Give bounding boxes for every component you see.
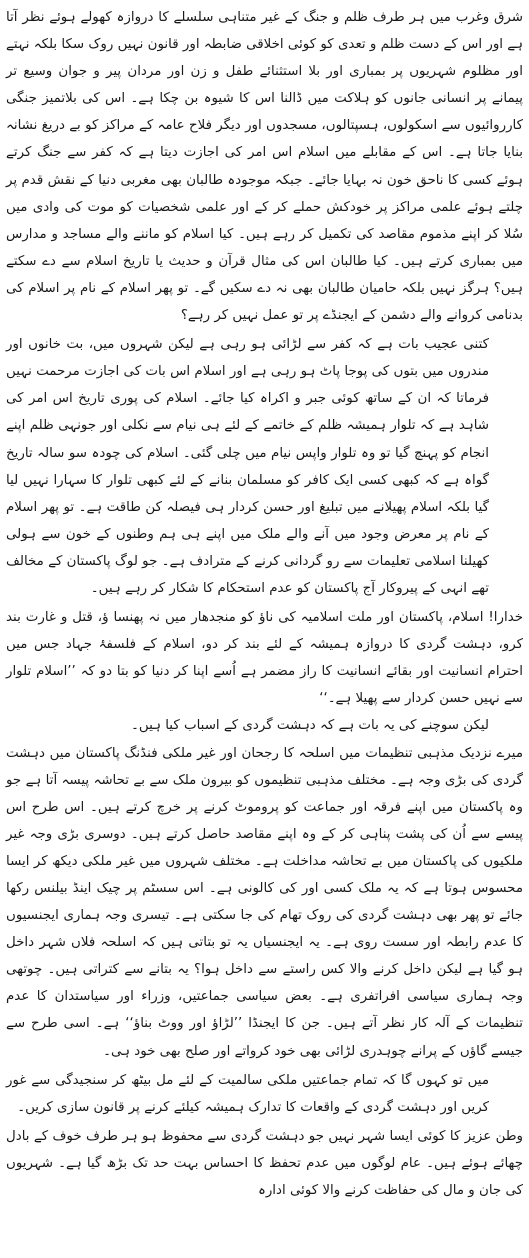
paragraph-3: خدارا! اسلام، پاکستان اور ملت اسلامیہ کی ناؤ کو منجدھار میں نہ پھنسا ؤ، قتل و غارت بند کرو، دہشت گردی کا دروازہ ہمیشہ کے لئے بند کر دو، اسلام کے فلسفۂ جہاد جس میں احترام انسانیت اور بقائے انسانیت کا راز مضمر ہے اُسے اپنا کر دنیا کو بتا دو کہ ’’اسلام تلوار سے نہیں حسن کردار سے پھیلا ہے۔‘‘ [6, 610, 523, 707]
paragraph-5: میرے نزدیک مذہبی تنظیمات میں اسلحہ کا رجحان اور غیر ملکی فنڈنگ پاکستان میں دہشت گردی کی بڑی وجہ ہے۔ مختلف مذہبی تنظیموں کو بیرون ملک سے بے تحاشہ پیسہ آتا ہے جو وہ پاکستان میں اپنے فرقہ اور جماعت کو پروموٹ کرنے پر خرچ کرتے ہیں۔ اس طرح اس پیسے سے اُن کی پشت پناہی کر کے وہ اپنے مقاصد حاصل کرتے ہیں۔ دوسری بڑی وجہ غیر ملکیوں کی پاکستان میں بے تحاشہ مداخلت ہے۔ مختلف شہروں میں غیر ملکی دیکھ کر ایسا محسوس ہوتا ہے کہ یہ ملک کسی اور کی کالونی ہے۔ اس سسٹم پر چیک اینڈ بیلنس رکھا جائے تو پھر بھی دہشت گردی کی روک تھام کی جا سکتی ہے۔ تیسری وجہ ہماری ایجنسیوں کا عدم رابطہ اور سست روی ہے۔ یہ ایجنسیاں یہ تو بتاتی ہیں کہ اسلحہ فلاں شہر داخل ہو گیا ہے لیکن داخل کرنے والا کس راستے سے داخل ہوا؟ یہ بتانے سے کتراتی ہیں۔ چوتھی وجہ ہماری سیاسی افراتفری ہے۔ بعض سیاسی جماعتیں، وزراء اور سیاستدان کا عدم تنظیمات کے آلہ کار نظر آتے ہیں۔ جن کا ایجنڈا ’’لڑاؤ اور ووٹ بناؤ‘‘ ہے۔ اسی طرح سے جیسے گاؤں کے پرانے چوہدری لڑائی بھی خود کرواتے اور صلح بھی خود ہی۔ [6, 745, 523, 1059]
paragraph-7: وطن عزیز کا کوئی ایسا شہر نہیں جو دہشت گردی سے محفوظ ہو ہر طرف خوف کے بادل چھائے ہوئے ہیں۔ عام لوگوں میں عدم تحفظ کا احساس بہت حد تک بڑھ گیا ہے۔ شہریوں کی جان و مال کی حفاظت کرنے والا کوئی ادارہ [6, 1128, 523, 1199]
paragraph-4: لیکن سوچنے کی یہ بات ہے کہ دہشت گردی کے اسباب کیا ہیں۔ [131, 718, 489, 734]
paragraph-2: کتنی عجیب بات ہے کہ کفر سے لڑائی ہو رہی ہے لیکن شہروں میں، بت خانوں اور مندروں میں بتوں کی پوجا پاٹ ہو رہی ہے اور اسلام اس بات کی اجازت مرحمت نہیں فرماتا کہ ان کے ساتھ کوئی جبر و اکراہ کیا جائے۔ اسلام کی پوری تاریخ اس امر کی شاہد ہے کہ تلوار ہمیشہ ظلم کے خاتمے کے لئے ہی نیام سے نکلی اور جونہی ظلم اپنے انجام کو پہنچ گیا تو وہ تلوار واپس نیام میں چلی گئی۔ اسلام کی چودہ سو سالہ تاریخ گواہ ہے کہ کبھی کسی ایک کافر کو مسلمان بنانے کے لئے کبھی تلوار کا سہارا نہیں لیا گیا بلکہ اسلام پھیلانے میں تبلیغ اور حسن کردار ہی فیصلہ کن طاقت ہے۔ تو پھر اسلام کے نام پر معرض وجود میں آنے والے ملک میں اپنے ہی ہم وطنوں کے خون سے ہولی کھیلنا اسلامی تعلیمات سے رو گردانی کرنے کے مترادف ہے۔ جو لوگ پاکستان کے مخالف تھے انہی کے پیروکار آج پاکستان کو عدم استحکام کا شکار کر رہے ہیں۔ [6, 337, 489, 596]
paragraph-1: شرق وغرب میں ہر طرف ظلم و جنگ کے غیر متناہی سلسلے کا دروازہ کھولے ہوئے نظر آتا ہے اور اس کے دست ظلم و تعدی کو کوئی اخلاقی ضابطہ اور قانون نہیں روک سکا بلکہ نہتے اور مظلوم شہریوں پر بمباری اور بلا استثنائے طفل و زن اور مردان پیر و جوان وسیع تر پیمانے پر انسانی جانوں کو ہلاکت میں ڈالنا اس کا شیوہ بن چکا ہے۔ اس کی بلاتمیز جنگی کارروائیوں سے اسکولوں، ہسپتالوں، مسجدوں اور دیگر فلاح عامہ کے مراکز کو بے دریغ نشانہ بنایا جاتا ہے۔ اس کے مقابلے میں اسلام اس امر کی اجازت دیتا ہے کہ کفر سے جنگ کرتے ہوئے کسی کا ناحق خون نہ بہایا جائے۔ جبکہ موجودہ طالبان بھی مغربی دنیا کے نقش قدم پر چلتے ہوئے علمی مراکز پر خودکش حملے کر کے اور علمی شخصیات کو موت کی وادی میں سُلا کر اپنے مذموم مقاصد کی تکمیل کر رہے ہیں۔ کیا اسلام کو ماننے والے مساجد و مدارس میں بمباری کرتے ہیں۔ کیا طالبان اس کی مثال قرآن و حدیث یا تاریخ اسلام سے دے سکتے ہیں؟ ہرگز نہیں بلکہ حامیان طالبان بھی نہ دے سکیں گے۔ تو پھر اسلام کے نام پر اسلام کی بدنامی کروانے والے دشمن کے ایجنڈے پر تو عمل نہیں کر رہے؟ [6, 10, 523, 324]
paragraph-6: میں تو کہوں گا کہ تمام جماعتیں ملکی سالمیت کے لئے مل بیٹھ کر سنجیدگی سے غور کریں اور دہشت گردی کے واقعات کا تدارک ہمیشہ کیلئے کرنے پر قانون سازی کریں۔ [6, 1072, 489, 1115]
